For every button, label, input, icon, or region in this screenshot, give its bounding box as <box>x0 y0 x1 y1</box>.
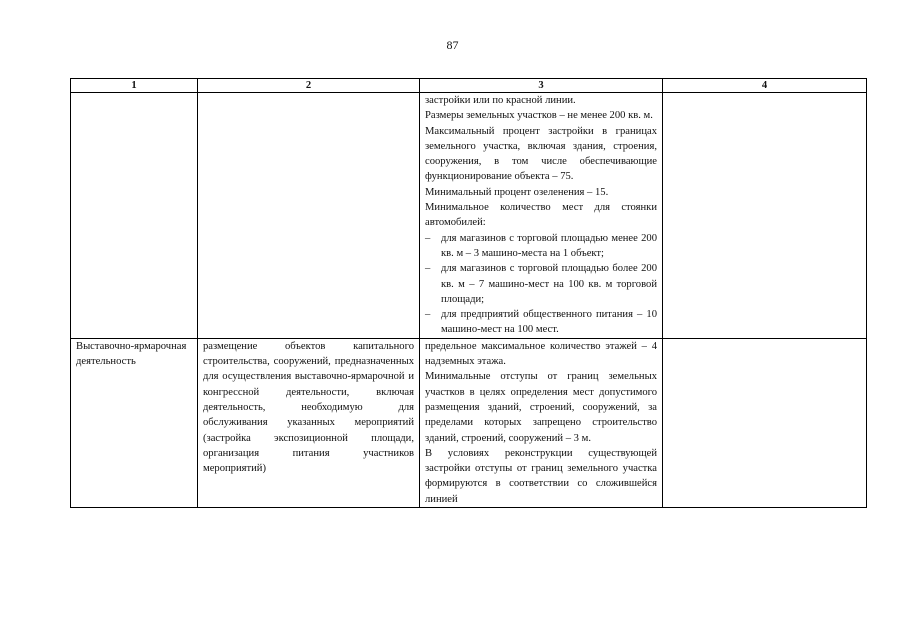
dash-bullet: – <box>425 263 431 275</box>
column-header-1: 1 <box>71 79 198 93</box>
row1-col3-cell <box>420 93 663 339</box>
list-item-text: для предприятий общественного питания – 10 машино-мест на 100 мест. <box>441 309 657 336</box>
row2-col3-paragraph: предельное максимальное количество этажей – 4 надземных этажа. <box>425 340 657 368</box>
row1-col3-paragraph: Минимальный процент озеленения – 15. <box>425 186 609 198</box>
row2-col3-cell <box>420 338 663 507</box>
column-header-4: 4 <box>663 79 867 93</box>
table-row <box>71 338 867 507</box>
row1-col3-paragraph: Максимальный процент застройки в границах земельного участка, включая здания, строения, сооружения, в том числе обеспечивающие функционирование объекта – 75. <box>425 125 657 183</box>
table-row <box>71 93 867 339</box>
list-item-text: для магазинов с торговой площадью более 200 кв. м – 7 машино-мест на 100 кв. м торговой площади; <box>441 263 657 305</box>
activity-description-cell: размещение объектов капитального строительства, сооружений, предназначенных для осуществления выставочно-ярмарочной и конгрессной деятельности, включая деятельность, необходимую для обслуживания указанных мероприятий (застройка экспозиционной площади, организация питания участников мероприятий) <box>198 338 420 507</box>
row1-col3-paragraph: Минимальное количество мест для стоянки автомобилей: <box>425 202 657 229</box>
dash-bullet: – <box>425 232 431 244</box>
row1-col2-cell <box>198 93 420 339</box>
activity-name-cell: Выставочно-ярмарочная деятельность <box>71 338 198 507</box>
row1-col1-cell <box>71 93 198 339</box>
column-header-2: 2 <box>198 79 420 93</box>
row1-col4-cell <box>663 93 867 339</box>
table-header-row <box>71 79 867 93</box>
row1-col3-paragraph: Размеры земельных участков – не менее 200 кв. м. <box>425 110 653 122</box>
row2-col4-cell <box>663 338 867 507</box>
regulations-table <box>70 78 867 508</box>
parking-requirements-list <box>425 231 657 338</box>
list-item <box>425 261 657 307</box>
dash-bullet: – <box>425 309 431 321</box>
column-header-3: 3 <box>420 79 663 93</box>
page-number: 87 <box>446 38 459 52</box>
list-item <box>425 307 657 338</box>
list-item <box>425 231 657 262</box>
row1-col3-paragraph: застройки или по красной линии. <box>425 95 576 106</box>
row2-col3-paragraph: В условиях реконструкции существующей застройки отступы от границ земельного участка формируются в соответствии со сложившейся линией <box>425 447 657 505</box>
list-item-text: для магазинов с торговой площадью менее 200 кв. м – 3 машино-места на 1 объект; <box>441 232 657 259</box>
row2-col3-paragraph: Минимальные отступы от границ земельных участков в целях определения мест допустимого размещения зданий, строений, сооружений, за пределами которых запрещено строительство зданий, строений, сооружений – 3 м. <box>425 371 657 444</box>
